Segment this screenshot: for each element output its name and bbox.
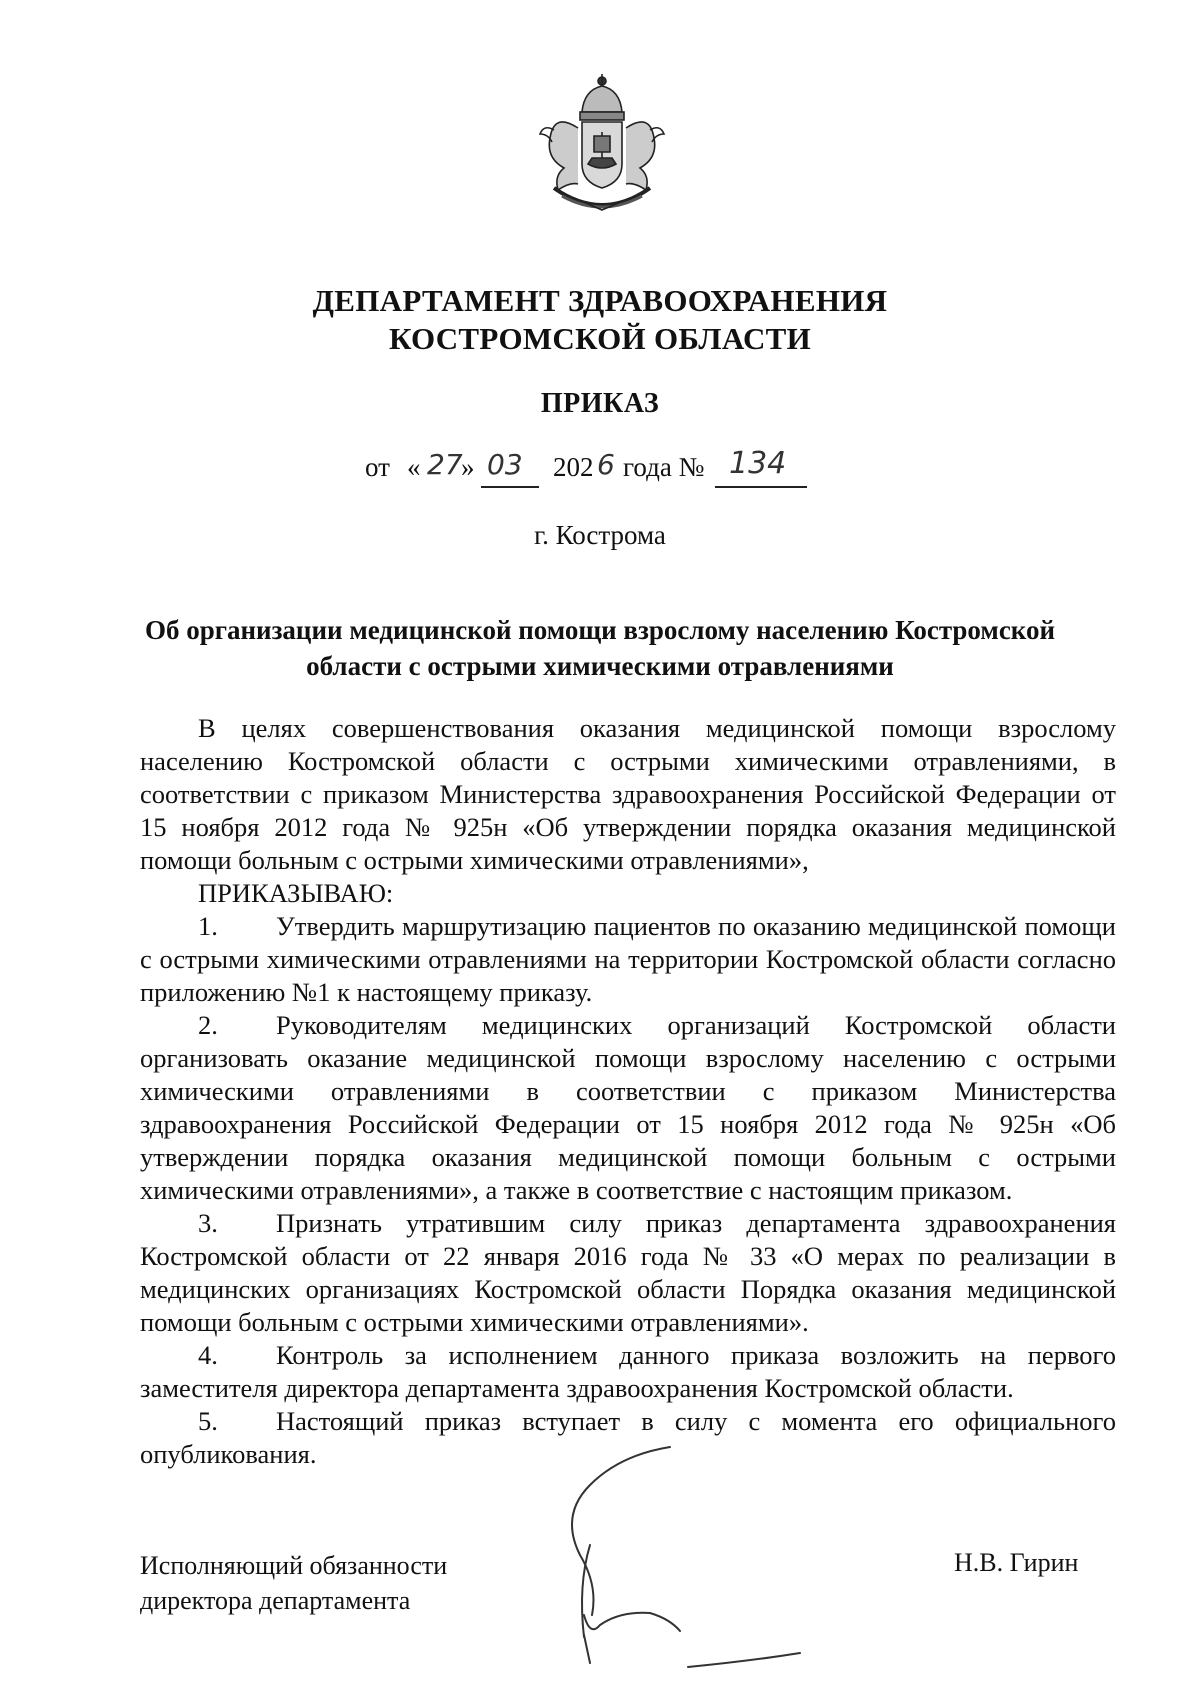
position-line-1: Исполняющий обязанности <box>140 1551 448 1580</box>
item-number: 1. <box>198 911 218 941</box>
document-body <box>140 712 1116 1471</box>
handwritten-signature-icon <box>520 1425 900 1685</box>
list-item <box>140 910 1116 1009</box>
department-line-2: КОСТРОМСКОЙ ОБЛАСТИ <box>388 321 812 356</box>
item-number: 4. <box>198 1340 218 1370</box>
open-quote: « <box>407 452 421 482</box>
item-number: 5. <box>198 1406 218 1436</box>
signatory-name: Н.В. Гирин <box>954 1548 1079 1577</box>
order-number: 134 <box>729 446 787 481</box>
close-quote: » <box>461 452 475 482</box>
item-text: Утвердить маршрутизацию пациентов по оказанию медицинской помощи с острыми химическими отравлениями на территории Костромской области согласно приложению №1 к настоящему приказу. <box>140 911 1116 1007</box>
month-underline <box>481 486 539 488</box>
list-item <box>140 1009 1116 1207</box>
item-text: Контроль за исполнением данного приказа возложить на первого заместителя директора департамента здравоохранения Костромской области. <box>140 1340 1116 1403</box>
title-line-2: области с острыми химическими отравлениями <box>306 651 894 681</box>
preamble: В целях совершенствования оказания медицинской помощи взрослому населению Костромской области с острыми химическими отравлениями, в соответствии с приказом Министерства здравоохранения Российской Федерации от 15 ноября 2012 года № 925н «Об утверждении порядка оказания медицинской помощи больным с острыми химическими отравлениями», <box>140 713 1116 875</box>
year-prefix: 202 <box>553 452 594 482</box>
department-name <box>0 282 1200 358</box>
number-underline <box>715 486 807 488</box>
document-type: ПРИКАЗ <box>540 388 660 419</box>
position-line-2: директора департамента <box>140 1586 411 1615</box>
list-item <box>140 1339 1116 1405</box>
list-item <box>140 1207 1116 1339</box>
year-digit: 6 <box>597 448 615 481</box>
kostroma-coat-of-arms-icon <box>524 72 680 222</box>
date-month: 03 <box>487 448 523 481</box>
city: г. Кострома <box>534 520 666 550</box>
order-word: ПРИКАЗЫВАЮ: <box>198 878 394 908</box>
item-text: Настоящий приказ вступает в силу с момента его официального опубликования. <box>140 1406 1116 1469</box>
date-day: 27 <box>427 448 463 481</box>
item-number: 3. <box>198 1208 218 1238</box>
year-word: года № <box>623 452 705 482</box>
signatory-position <box>140 1548 447 1618</box>
document-title <box>0 612 1200 684</box>
department-line-1: ДЕПАРТАМЕНТ ЗДРАВООХРАНЕНИЯ <box>312 283 888 318</box>
title-line-1: Об организации медицинской помощи взрослому населению Костромской <box>144 615 1056 645</box>
item-text: Признать утратившим силу приказ департамента здравоохранения Костромской области от 22 января 2016 года № 33 «О мерах по реализации в медицинских организациях Костромской области Порядка оказания медицинской помощи больным с острыми химическими отравлениями». <box>140 1208 1116 1337</box>
item-number: 2. <box>198 1010 218 1040</box>
item-text: Руководителям медицинских организаций Костромской области организовать оказание медицинской помощи взрослому населению с острыми химическими отравлениями в соответствии с приказом Министерства здравоохранения Российской Федерации от 15 ноября 2012 года № 925н «Об утверждении порядка оказания медицинской помощи больным с острыми химическими отравлениями», а также в соответствие с настоящим приказом. <box>140 1010 1116 1205</box>
date-prefix: от <box>365 452 390 482</box>
